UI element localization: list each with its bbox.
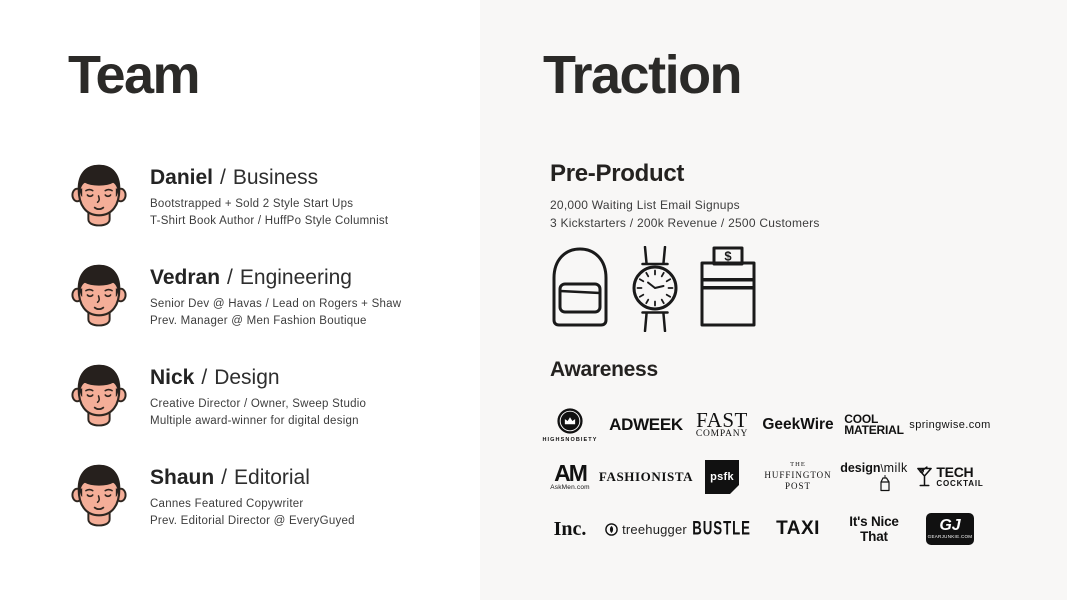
logo-its-nice-that: It's Nice That: [849, 514, 899, 544]
pre-product-heading: Pre-Product: [550, 160, 685, 187]
leaf-circle-icon: [605, 523, 618, 536]
team-member-shaun: [70, 463, 401, 563]
logo-psfk: psfk: [705, 460, 739, 494]
pre-product-section: [550, 160, 820, 232]
logo-fashionista: FASHIONISTA: [598, 469, 694, 484]
team-member-daniel: [70, 163, 401, 263]
member-bio: Bootstrapped + Sold 2 Style Start Ups T-Shirt Book Author / HuffPo Style Columnist: [150, 198, 389, 227]
logo-gearjunkie: GJ GEARJUNKIE.COM: [926, 513, 974, 545]
member-bio: Cannes Featured Copywriter Prev. Editorial Director @ EveryGuyed: [150, 498, 355, 527]
cash-box-icon: [699, 246, 757, 328]
logo-fast-company: FAST COMPANY: [695, 408, 749, 439]
logo-inc: Inc.: [553, 517, 587, 540]
crown-badge-icon: [556, 407, 584, 435]
member-name: Vedran / Engineering: [150, 266, 352, 289]
logo-geekwire: GeekWire: [762, 416, 834, 433]
avatar: [70, 363, 128, 427]
member-bio: Creative Director / Owner, Sweep Studio Multiple award-winner for digital design: [150, 398, 367, 427]
traction-title: Traction: [543, 45, 742, 105]
team-title: Team: [68, 45, 200, 105]
awareness-logo-grid: [532, 399, 991, 555]
logo-askmen: AM AskMen.com: [550, 460, 590, 491]
watch-icon: [628, 246, 682, 332]
logo-springwise: springwise.com: [909, 419, 991, 431]
pre-product-stats: 20,000 Waiting List Email Signups 3 Kickstarters / 200k Revenue / 2500 Customers: [550, 198, 820, 230]
avatar: [70, 263, 128, 327]
team-member-vedran: [70, 263, 401, 363]
avatar: [70, 163, 128, 227]
pre-product-icons: [549, 246, 757, 332]
dollar-sign: $: [724, 248, 732, 264]
member-name: Shaun / Editorial: [150, 466, 310, 489]
logo-design-milk: design \ milk: [840, 461, 908, 493]
logo-huffington-post: THE HUFFINGTON POST: [764, 461, 832, 492]
logo-treehugger: treehugger: [605, 522, 687, 537]
team-member-list: [70, 163, 401, 563]
logo-tech-cocktail: TECH COCKTAIL: [916, 465, 983, 489]
martini-glass-icon: [916, 465, 933, 489]
member-bio: Senior Dev @ Havas / Lead on Rogers + Shaw Prev. Manager @ Men Fashion Boutique: [150, 298, 402, 327]
member-name: Nick / Design: [150, 366, 280, 389]
logo-highsnobiety: HIGHSNOBIETY: [542, 407, 597, 443]
milk-carton-icon: [878, 475, 892, 492]
logo-taxi: TAXI: [776, 518, 820, 539]
logo-cool-material: COOL MATERIAL: [844, 412, 904, 437]
logo-bustle: BUSTLE: [692, 517, 752, 540]
awareness-heading: Awareness: [550, 358, 658, 381]
avatar: [70, 463, 128, 527]
member-name: Daniel / Business: [150, 166, 319, 189]
team-member-nick: [70, 363, 401, 463]
logo-adweek: ADWEEK: [609, 415, 683, 434]
backpack-icon: [549, 246, 611, 328]
